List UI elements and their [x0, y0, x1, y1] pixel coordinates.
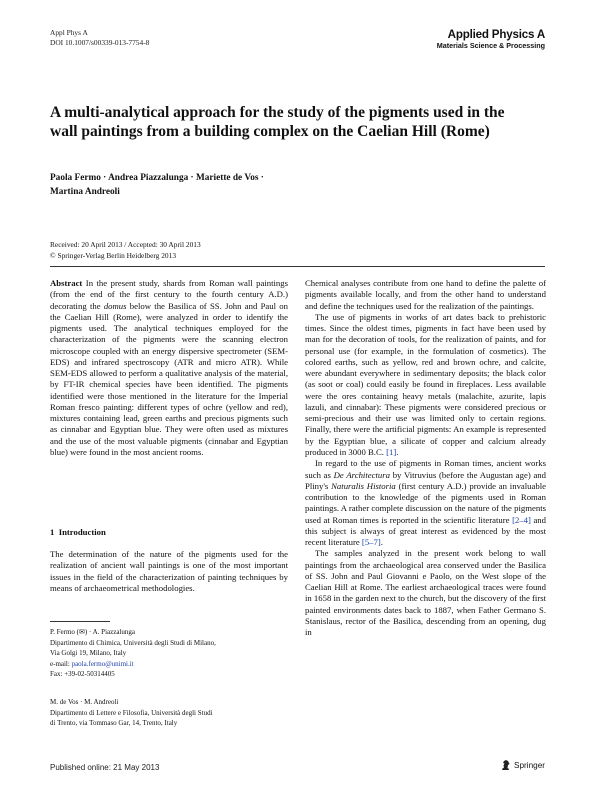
punctuation: .	[396, 446, 399, 457]
running-header	[50, 28, 149, 48]
affiliation-authors: M. de Vos · M. Andreoli	[50, 698, 119, 706]
section-number: 1	[50, 527, 55, 537]
paragraph-text: and this subject is always of great interest as evidenced by the most recent literature	[305, 514, 546, 548]
paragraph-text: Chemical analyses contribute from one hand to define the palette of pigments available locally, and from the other hand to understand and define the techniques used for the realization of the paintings.	[305, 278, 546, 311]
affiliation-authors: P. Fermo (✉) · A. Piazzalunga	[50, 628, 135, 636]
citation-link[interactable]: [1]	[386, 446, 397, 457]
citation-link[interactable]: [5–7]	[361, 537, 381, 548]
affiliation-department: Dipartimento di Chimica, Università degli Studi di Milano,	[50, 638, 216, 647]
abstract-label: Abstract	[50, 278, 83, 288]
article-title: A multi-analytical approach for the study of the pigments used in the wall paintings from a building complex on the Caelian Hill (Rome)	[50, 104, 505, 140]
section-heading-introduction	[50, 527, 106, 537]
affiliation-department: Dipartimento di Lettere e Filosofia, Università degli Studi	[50, 708, 213, 717]
affiliation-fax: Fax: +39-02-50314405	[50, 670, 115, 678]
published-online-date: Published online: 21 May 2013	[50, 763, 160, 772]
paragraph-text: by Vitruvius (before the Augustan age) and Pliny's	[305, 469, 546, 491]
article-history	[50, 240, 201, 261]
affiliation-address: di Trento, via Tommaso Gar, 14, Trento, Italy	[50, 719, 178, 727]
journal-masthead	[437, 28, 545, 51]
affiliation-block	[50, 627, 288, 680]
paragraph-text: The use of pigments in works of art dates back to prehistoric times. Since the oldest times, pigments in fact have been used by man for the decoration of tools, for the realization of paints, and for personal use (for example, in the formulation of cosmetics). The colored earths, such as yellow, red and brown ochre, and calcite, were abundant everywhere in sedimentary deposits; the black color (as soot or coal) could easily be found in fireplaces. Less available were the ores containing heavy metals (malachite, azurite, lapis lazuli, and cinnabar): These pigments were considered precious or semi-precious and their use was limited only to certain regions. Finally, there were the artificial pigments: An example is represented by the Egyptian blue, a silicate of copper and calcium already produced in 3000 B.C.	[305, 311, 546, 457]
paragraph-text: The samples analyzed in the present work belong to wall paintings from the archaeological area conserved under the Basilica of SS. John and Paul Giovanni e Paolo, on the West slope of the Caelian Hill at Rome. The earliest archaeological traces were found in 1658 in the garden next to the church, but the discovery of the first painted environments dates back to 1887, when Father Germano S. Stanislaus, rector of the Basilica, descending from an opening, dug in	[305, 548, 547, 638]
paragraph-text: In regard to the use of pigments in Roman times, ancient works such as	[305, 458, 546, 480]
citation-link[interactable]: [2–4]	[512, 514, 531, 525]
paragraph-text: (first century A.D.) provide an invaluable contribution to the knowledge of the pigments used in Roman paintings. A rather complete discussion on the nature of the pigments used at Roman times is reported in the scientific literature	[305, 480, 546, 525]
abstract-text: below the Basilica of SS. John and Paul on the Caelian Hill (Rome), were analyzed in order to identify the pigments used. The analytical techniques employed for the characterization of the pigments were the scanning electron microscope coupled with an energy dispersive spectrometer (SEM-EDS) and infrared spectroscopy (ATR and micro ATR). While SEM-EDS allowed to perform a qualitative analysis of the material, by FT-IR chemical species have been identified. The pigments identified were those mentioned in the literature for the Imperial Roman fresco painting: different types of ochre (yellow and red), mixtures containing lead, green earths and precious pigments such as cinnabar and Egyptian blue. They were often used as mixtures and the use of the most valuable pigments (cinnabar and Egyptian blue) were found in the most ancient rooms.	[50, 300, 288, 457]
introduction-paragraph	[50, 549, 288, 594]
journal-name: Applied Physics A	[447, 28, 545, 41]
punctuation: .	[380, 537, 383, 548]
body-right-column	[305, 278, 546, 639]
affiliation-address: Via Golgi 19, Milano, Italy	[50, 649, 127, 657]
doi[interactable]: DOI 10.1007/s00339-013-7754-8	[50, 38, 150, 47]
journal-short-name: Appl Phys A	[50, 28, 88, 37]
publisher-logo	[500, 759, 545, 771]
header-divider	[50, 266, 545, 267]
affiliation-email-row	[50, 659, 288, 670]
paragraph	[305, 458, 546, 548]
italic-title: De Architectura	[333, 469, 390, 480]
paragraph-text: The determination of the nature of the pigments used for the realization of ancient wall paintings is one of the most important issues in the field of the characterization of painting techniques by means of archaeometrical methodologies.	[50, 549, 288, 593]
footnote-divider	[50, 621, 110, 622]
received-accepted-dates: Received: 20 April 2013 / Accepted: 30 April 2013	[50, 240, 201, 249]
paragraph	[305, 312, 546, 458]
email-link[interactable]: paola.fermo@unimi.it	[71, 659, 134, 668]
copyright-notice: © Springer-Verlag Berlin Heidelberg 2013	[50, 250, 177, 260]
email-label: e-mail:	[50, 659, 72, 668]
abstract-italic-term: domus	[103, 300, 127, 311]
italic-title: Naturalis Historia	[331, 480, 396, 491]
springer-knight-icon	[500, 759, 511, 771]
journal-subtitle: Materials Science & Processing	[436, 41, 545, 50]
abstract	[50, 278, 288, 458]
authors-line: Paola Fermo · Andrea Piazzalunga · Mariette de Vos ·	[50, 173, 264, 183]
author-list	[50, 171, 520, 199]
publisher-name: Springer	[514, 760, 545, 770]
affiliation-block	[50, 697, 288, 729]
section-title: Introduction	[58, 527, 106, 537]
authors-line: Martina Andreoli	[50, 187, 120, 197]
abstract-text: In the present study, shards from Roman wall paintings (from the end of the first century to the fourth century A.D.) decorating the	[50, 278, 288, 311]
